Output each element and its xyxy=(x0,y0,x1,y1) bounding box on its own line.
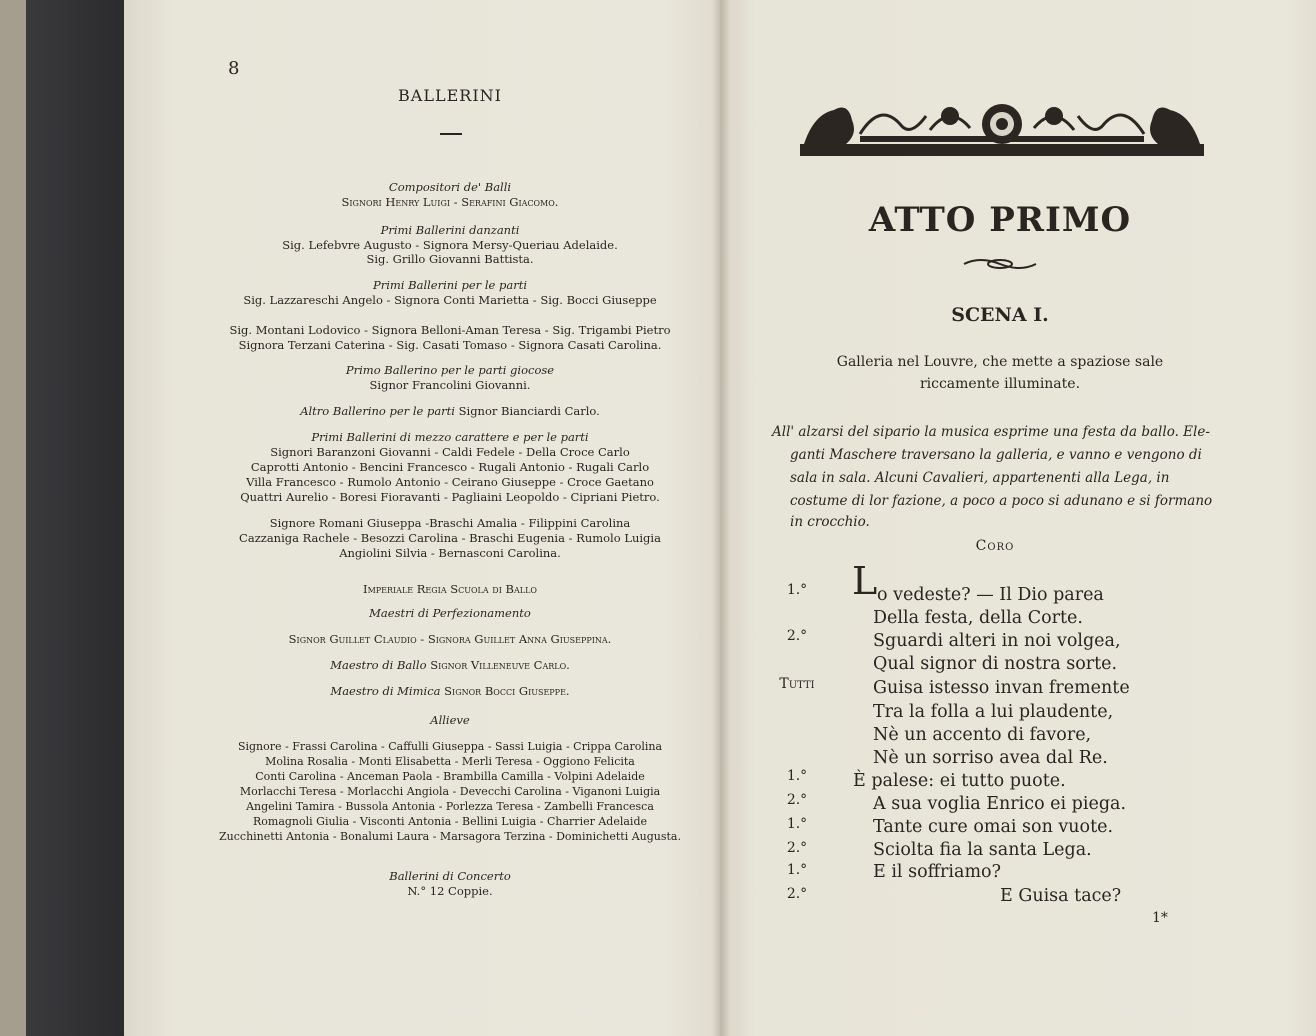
speaker-label: 2.° xyxy=(786,840,808,856)
signore-line3: Angiolini Silvia - Bernasconi Carolina. xyxy=(339,546,561,560)
altro-names: Signor Bianciardi Carlo. xyxy=(458,404,600,418)
maestro-mimica-line xyxy=(200,684,700,698)
altro-line xyxy=(200,404,700,418)
primi-parti-line1: Sig. Lazzareschi Angelo - Signora Conti Marietta - Sig. Bocci Giuseppe xyxy=(243,293,657,307)
setting-line2: riccamente illuminate. xyxy=(919,376,1081,392)
allieve-line4: Morlacchi Teresa - Morlacchi Angiola - Devecchi Carolina - Viganoni Luigia xyxy=(239,785,661,798)
allieve-line6: Romagnoli Giulia - Visconti Antonia - Bellini Luigia - Charrier Adelaide xyxy=(252,815,647,828)
signore-line1: Signore Romani Giuseppa -Braschi Amalia - Filippini Carolina xyxy=(269,516,631,530)
speaker-label: Tutti xyxy=(779,676,815,692)
allieve-line3: Conti Carolina - Anceman Paola - Brambilla Camilla - Volpini Adelaide xyxy=(255,770,645,783)
allieve-heading: Allieve xyxy=(430,713,470,727)
page-title: BALLERINI xyxy=(398,86,502,105)
book-binding xyxy=(26,0,126,1036)
compositori-heading: Compositori de' Balli xyxy=(388,180,512,194)
verse-line: Nè un accento di favore, xyxy=(873,725,1092,745)
verse-line: o vedeste? — Il Dio parea xyxy=(877,585,1104,605)
verse-line: Tante cure omai son vuote. xyxy=(873,817,1114,837)
scene-title: SCENA I. xyxy=(951,304,1049,326)
stage-line4: costume di lor fazione, a poco a poco si adunano e si formano xyxy=(790,493,1213,509)
verse-line: A sua voglia Enrico ei piega. xyxy=(873,794,1127,814)
verse-line: E il soffriamo? xyxy=(873,862,1001,882)
verse-line: È palese: ei tutto puote. xyxy=(853,771,1066,791)
allieve-line1: Signore - Frassi Carolina - Caffulli Giuseppa - Sassi Luigia - Crippa Carolina xyxy=(237,740,663,753)
primi-parti-heading: Primi Ballerini per le parti xyxy=(372,278,527,292)
signature-mark: 1* xyxy=(1152,910,1168,926)
mezzo-line2: Caprotti Antonio - Bencini Francesco - Rugali Antonio - Rugali Carlo xyxy=(250,460,650,474)
mezzo-heading: Primi Ballerini di mezzo carattere e per le parti xyxy=(311,430,589,444)
speaker-label: 1.° xyxy=(786,816,808,832)
verse-line: Della festa, della Corte. xyxy=(873,608,1083,628)
verse-line: E Guisa tace? xyxy=(1000,886,1122,906)
page-gutter xyxy=(712,0,730,1036)
maestri-names: Signor Guillet Claudio - Signora Guillet Anna Giuseppina. xyxy=(288,632,612,646)
speaker-label: 2.° xyxy=(786,628,808,644)
primi-danzanti-line2: Sig. Grillo Giovanni Battista. xyxy=(366,252,534,266)
maestro-ballo-line xyxy=(200,658,700,672)
ornament-banner xyxy=(800,94,1204,160)
verse-line: Guisa istesso invan fremente xyxy=(873,678,1130,698)
title-rule xyxy=(440,133,462,135)
verse-line: Sciolta fia la santa Lega. xyxy=(873,840,1092,860)
table-edge xyxy=(0,0,26,1036)
speaker-label: 2.° xyxy=(786,792,808,808)
signore-line2: Cazzaniga Rachele - Besozzi Carolina - Braschi Eugenia - Rumolo Luigia xyxy=(239,531,661,545)
stage-line1: All' alzarsi del sipario la musica esprime una festa da ballo. Ele- xyxy=(772,424,1210,440)
setting-line1: Galleria nel Louvre, che mette a spaziose sale xyxy=(836,354,1164,370)
speaker-label: 1.° xyxy=(786,862,808,878)
page-number: 8 xyxy=(228,58,240,79)
coro-heading: Coro xyxy=(975,538,1015,554)
stage-line2: ganti Maschere traversano la galleria, e vanno e vengono di xyxy=(790,447,1202,463)
maestro-mimica-heading: Maestro di Mimica xyxy=(330,684,441,698)
allieve-line7: Zucchinetti Antonia - Bonalumi Laura - Marsagora Terzina - Dominichetti Augusta. xyxy=(219,830,681,843)
parti-extra-line1: Sig. Montani Lodovico - Signora Belloni-Aman Teresa - Sig. Trigambi Pietro xyxy=(229,323,671,337)
maestro-mimica-names: Signor Bocci Giuseppe. xyxy=(444,684,570,698)
mezzo-line1: Signori Baranzoni Giovanni - Caldi Fedele - Della Croce Carlo xyxy=(270,445,630,459)
giocose-names: Signor Francolini Giovanni. xyxy=(369,378,531,392)
speaker-label: 1.° xyxy=(786,582,808,598)
maestro-ballo-names: Signor Villeneuve Carlo. xyxy=(430,658,570,672)
drop-cap: L xyxy=(852,559,878,603)
mezzo-line4: Quattri Aurelio - Boresi Fioravanti - Pagliaini Leopoldo - Cipriani Pietro. xyxy=(240,490,660,504)
maestro-ballo-heading: Maestro di Ballo xyxy=(330,658,427,672)
concerto-names: N.° 12 Coppie. xyxy=(407,884,493,898)
speaker-label: 1.° xyxy=(786,768,808,784)
primi-danzanti-line1: Sig. Lefebvre Augusto - Signora Mersy-Queriau Adelaide. xyxy=(282,238,618,252)
mezzo-line3: Villa Francesco - Rumolo Antonio - Ceirano Giuseppe - Croce Gaetano xyxy=(246,475,654,489)
allieve-line5: Angelini Tamira - Bussola Antonia - Porlezza Teresa - Zambelli Francesca xyxy=(246,800,654,813)
giocose-heading: Primo Ballerino per le parti giocose xyxy=(345,363,555,377)
verse-line: Sguardi alteri in noi volgea, xyxy=(873,631,1121,651)
maestri-heading: Maestri di Perfezionamento xyxy=(369,606,531,620)
allieve-line2: Molina Rosalia - Monti Elisabetta - Merli Teresa - Oggiono Felicita xyxy=(265,755,635,768)
altro-heading: Altro Ballerino per le parti xyxy=(300,404,455,418)
primi-danzanti-heading: Primi Ballerini danzanti xyxy=(380,223,520,237)
flourish-divider xyxy=(960,256,1040,272)
parti-extra-line2: Signora Terzani Caterina - Sig. Casati Tomaso - Signora Casati Carolina. xyxy=(238,338,662,352)
verse-line: Nè un sorriso avea dal Re. xyxy=(873,748,1108,768)
concerto-heading: Ballerini di Concerto xyxy=(389,869,511,883)
stage-line3: sala in sala. Alcuni Cavalieri, appartenenti alla Lega, in xyxy=(790,470,1170,486)
compositori-names: Signori Henry Luigi - Serafini Giacomo. xyxy=(341,195,559,209)
speaker-label: 2.° xyxy=(786,886,808,902)
verse-line: Tra la folla a lui plaudente, xyxy=(873,702,1114,722)
verse-line: Qual signor di nostra sorte. xyxy=(873,654,1118,674)
act-title: ATTO PRIMO xyxy=(868,200,1132,240)
scuola-heading: Imperiale Regia Scuola di Ballo xyxy=(363,582,537,596)
stage-line5: in crocchio. xyxy=(790,514,870,530)
